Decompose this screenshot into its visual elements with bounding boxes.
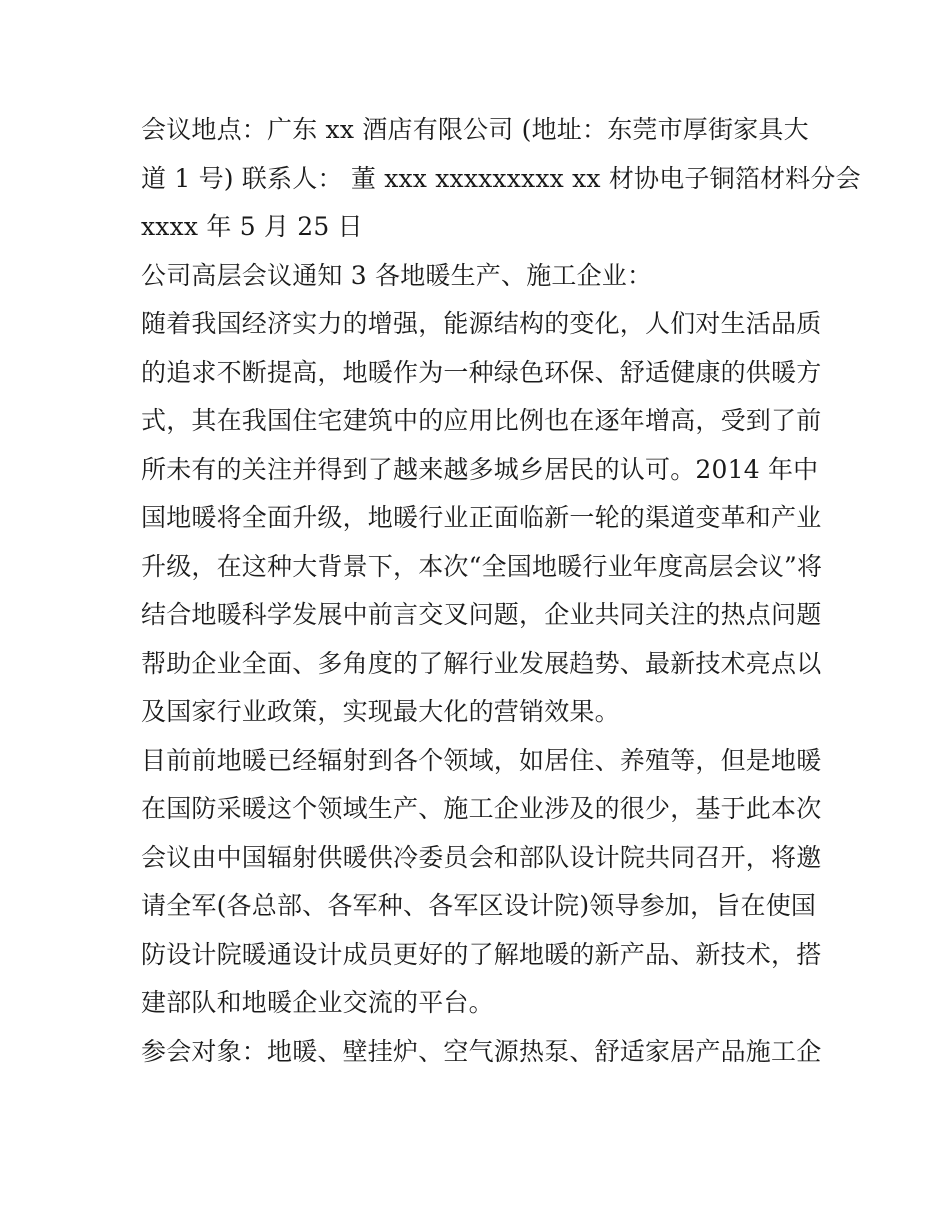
text-line: 随着我国经济实力的增强，能源结构的变化，人们对生活品质 [141, 309, 822, 338]
text-line: 所未有的关注并得到了越来越多城乡居民的认可。2014 年中 [141, 454, 819, 484]
text-line: 及国家行业政策，实现最大化的营销效果。 [141, 697, 620, 726]
text-line: 会议由中国辐射供暖供冷委员会和部队设计院共同召开，将邀 [141, 842, 822, 872]
paragraph-participants [141, 1028, 822, 1077]
paragraph-notice-title [141, 252, 813, 301]
text-line: 在国防采暖这个领域生产、施工企业涉及的很少，基于此本次 [141, 794, 822, 823]
text-line: 防设计院暖通设计成员更好的了解地暖的新产品、新技术，搭 [141, 939, 822, 969]
text-line: 帮助企业全面、多角度的了解行业发展趋势、最新技术亮点以 [141, 648, 822, 678]
text-line: 目前前地暖已经辐射到各个领域，如居住、养殖等，但是地暖 [141, 745, 822, 775]
text-line: xxxx 年 5 月 25 日 [141, 212, 363, 241]
text-line: 结合地暖科学发展中前言交叉问题，企业共同关注的热点问题 [141, 600, 822, 629]
paragraph-meeting-info [141, 106, 861, 252]
text-line: 的追求不断提高，地暖作为一种绿色环保、舒适健康的供暖方 [141, 357, 822, 387]
text-line: 国地暖将全面升级，地暖行业正面临新一轮的渠道变革和产业 [141, 503, 822, 532]
text-line: 建部队和地暖企业交流的平台。 [141, 988, 494, 1017]
text-line: 式，其在我国住宅建筑中的应用比例也在逐年增高，受到了前 [141, 406, 822, 435]
text-line: 会议地点：广东 xx 酒店有限公司 (地址：东莞市厚街家具大 [141, 115, 809, 144]
text-line: 参会对象：地暖、壁挂炉、空气源热泵、舒适家居产品施工企 [141, 1036, 822, 1066]
text-line: 请全军(各总部、各军种、各军区设计院)领导参加，旨在使国 [141, 891, 817, 920]
text-line: 道 1 号) 联系人： 董 xxx xxxxxxxxx xx 材协电子铜箔材料分会 [141, 163, 861, 193]
document-body [141, 106, 861, 1076]
paragraph-background [141, 300, 823, 737]
paragraph-defense [141, 737, 822, 1028]
text-line: 升级，在这种大背景下，本次“全国地暖行业年度高层会议”将 [141, 551, 823, 581]
text-line: 公司高层会议通知 3 各地暖生产、施工企业： [141, 260, 653, 290]
